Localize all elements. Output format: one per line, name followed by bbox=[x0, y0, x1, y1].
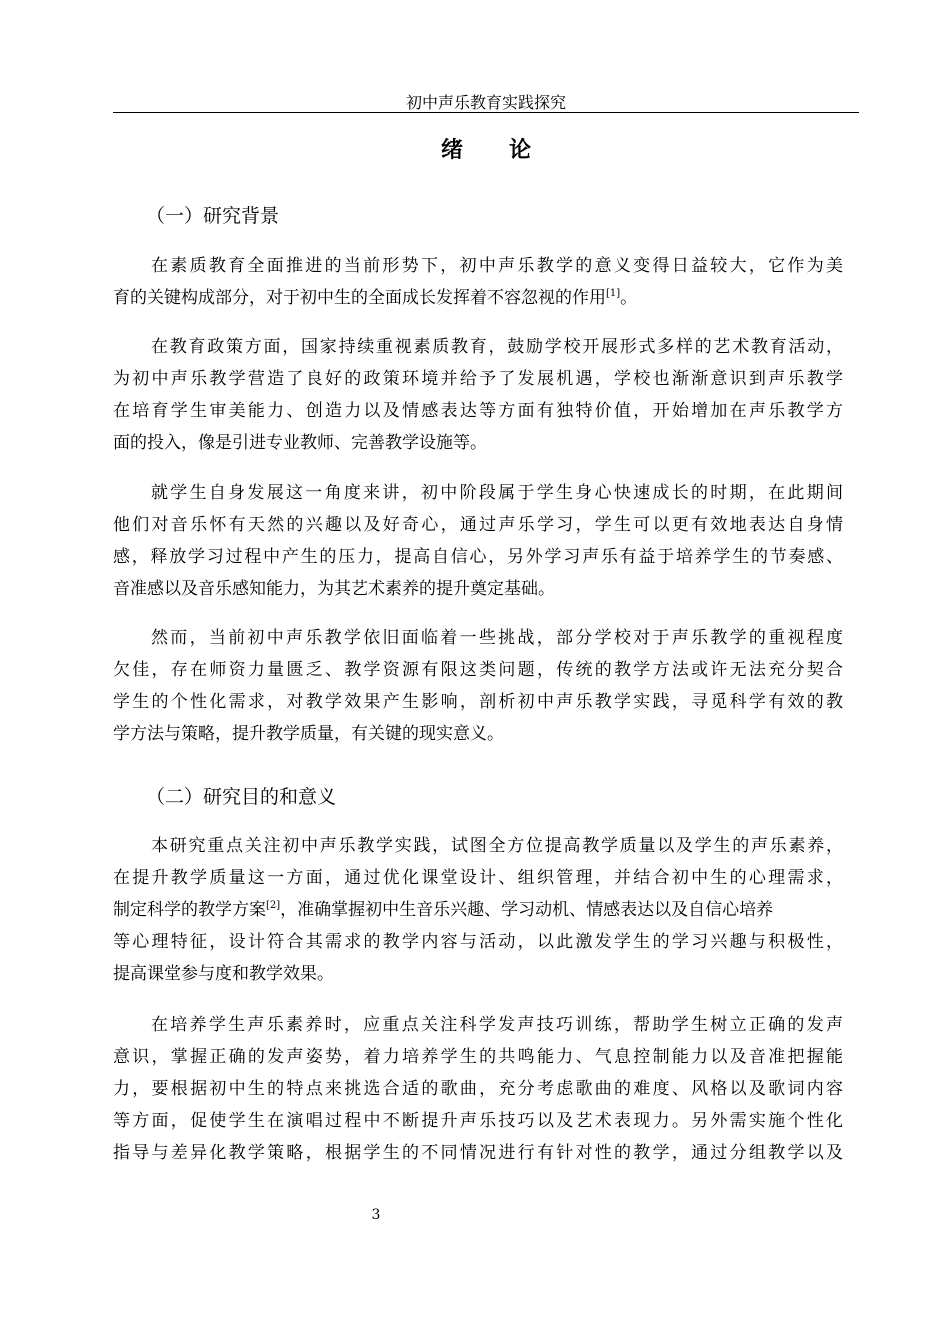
page-number: 3 bbox=[371, 1207, 381, 1223]
text-fragment: 制定科学的教学方案 bbox=[113, 900, 266, 920]
text-line: 学方法与策略，提升教学质量，有关键的现实意义。 bbox=[113, 724, 504, 744]
text-line: 在素质教育全面推进的当前形势下，初中声乐教学的意义变得日益较大，它作为美 bbox=[151, 256, 843, 276]
running-header: 初中声乐教育实践探究 bbox=[405, 93, 566, 112]
chapter-title: 绪论 bbox=[440, 138, 577, 163]
section-heading-purpose: （二）研究目的和意义 bbox=[146, 786, 337, 808]
paragraph bbox=[113, 250, 843, 314]
section-heading-background: （一）研究背景 bbox=[146, 205, 280, 227]
text-line: 在培育学生审美能力、创造力以及情感表达等方面有独特价值，开始增加在声乐教学方 bbox=[113, 401, 843, 421]
citation-marker: [1] bbox=[606, 288, 621, 299]
text-line: 力，要根据初中生的特点来挑选合适的歌曲，充分考虑歌曲的难度、风格以及歌词内容 bbox=[113, 1079, 843, 1099]
text-line: 指导与差异化教学策略，根据学生的不同情况进行有针对性的教学，通过分组教学以及 bbox=[113, 1143, 843, 1163]
text-line: 他们对音乐怀有天然的兴趣以及好奇心，通过声乐学习，学生可以更有效地表达自身情 bbox=[113, 515, 843, 535]
text-line: 面的投入，像是引进专业教师、完善教学设施等。 bbox=[113, 433, 487, 453]
text-fragment: 。 bbox=[620, 288, 638, 308]
paragraph bbox=[113, 331, 843, 459]
text-line: 意识，掌握正确的发声姿势，着力培养学生的共鸣能力、气息控制能力以及音准把握能 bbox=[113, 1047, 843, 1067]
text-line bbox=[113, 282, 843, 314]
text-line: 就学生自身发展这一角度来讲，初中阶段属于学生身心快速成长的时期，在此期间 bbox=[151, 483, 843, 503]
text-line: 然而，当前初中声乐教学依旧面临着一些挑战，部分学校对于声乐教学的重视程度 bbox=[151, 628, 843, 648]
text-line: 提高课堂参与度和教学效果。 bbox=[113, 964, 334, 984]
paragraph bbox=[113, 477, 843, 605]
paragraph bbox=[113, 622, 843, 750]
text-line bbox=[113, 894, 843, 926]
text-line: 本研究重点关注初中声乐教学实践，试图全方位提高教学质量以及学生的声乐素养， bbox=[151, 836, 843, 856]
text-line: 感，释放学习过程中产生的压力，提高自信心，另外学习声乐有益于培养学生的节奏感、 bbox=[113, 547, 843, 567]
text-fragment: 育的关键构成部分，对于初中生的全面成长发挥着不容忽视的作用 bbox=[113, 288, 606, 308]
header-divider bbox=[113, 112, 859, 113]
text-line: 等心理特征，设计符合其需求的教学内容与活动，以此激发学生的学习兴趣与积极性， bbox=[113, 932, 843, 952]
text-line: 音准感以及音乐感知能力，为其艺术素养的提升奠定基础。 bbox=[113, 579, 555, 599]
text-line: 在培养学生声乐素养时，应重点关注科学发声技巧训练，帮助学生树立正确的发声 bbox=[151, 1015, 843, 1035]
text-line: 为初中声乐教学营造了良好的政策环境并给予了发展机遇，学校也渐渐意识到声乐教学 bbox=[113, 369, 843, 389]
text-line: 在教育政策方面，国家持续重视素质教育，鼓励学校开展形式多样的艺术教育活动， bbox=[151, 337, 843, 357]
text-line: 等方面，促使学生在演唱过程中不断提升声乐技巧以及艺术表现力。另外需实施个性化 bbox=[113, 1111, 843, 1131]
text-line: 欠佳，存在师资力量匮乏、教学资源有限这类问题，传统的教学方法或许无法充分契合 bbox=[113, 660, 843, 680]
text-fragment: ，准确掌握初中生音乐兴趣、学习动机、情感表达以及自信心培养 bbox=[280, 900, 774, 920]
paragraph bbox=[113, 830, 843, 990]
text-line: 学生的个性化需求，对教学效果产生影响，剖析初中声乐教学实践，寻觅科学有效的教 bbox=[113, 692, 843, 712]
citation-marker: [2] bbox=[266, 900, 281, 911]
text-line: 在提升教学质量这一方面，通过优化课堂设计、组织管理，并结合初中生的心理需求， bbox=[113, 868, 843, 888]
paragraph bbox=[113, 1009, 843, 1169]
